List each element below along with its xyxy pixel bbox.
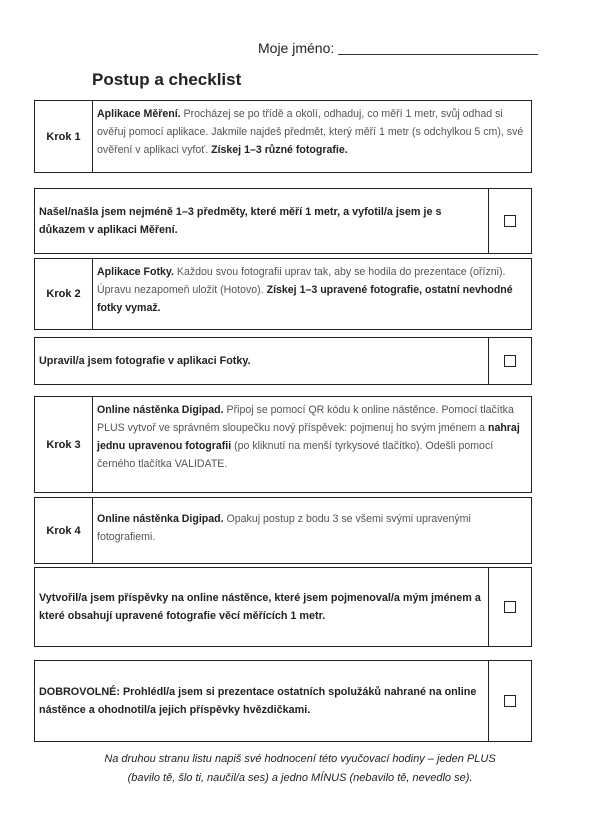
step-3-text [93, 397, 531, 492]
step-1-tail: Získej 1–3 různé fotografie. [211, 144, 348, 156]
check-1-row [34, 188, 532, 254]
check-4-cell[interactable] [488, 661, 531, 741]
check-3-cell[interactable] [488, 568, 531, 646]
step-1-heading: Aplikace Měření. [97, 108, 181, 120]
step-3-body-1: Připoj se pomocí QR kódu k online nástěnce. Pomocí tlačítka PLUS vytvoř ve správném sloupečku nový příspěvek: pojmenuj ho svým jménem a [97, 404, 514, 434]
name-field [258, 40, 538, 56]
name-blank-line[interactable] [338, 40, 538, 55]
step-4-text [93, 498, 531, 563]
step-2-label: Krok 2 [35, 259, 93, 329]
step-2-body: Každou svou fotografii uprav tak, aby se hodila do prezentace (ořízni). Úpravu nezapomeň uložit (Hotovo). [97, 266, 506, 296]
step-4-body: Opakuj postup z bodu 3 se všemi svými upravenými fotografiemi. [97, 513, 471, 543]
check-2-text: Upravil/a jsem fotografie v aplikaci Fotky. [39, 355, 251, 367]
check-2-checkbox[interactable] [504, 355, 516, 367]
check-2-cell[interactable] [488, 338, 531, 384]
step-1-text [93, 101, 531, 172]
step-2-heading: Aplikace Fotky. [97, 266, 174, 278]
step-3-label: Krok 3 [35, 397, 93, 492]
check-3-text: Vytvořil/a jsem příspěvky na online nástěnce, které jsem pojmenoval/a mým jménem a které obsahují upravené fotografie věcí měřících 1 metr. [39, 592, 481, 622]
page-title: Postup a checklist [92, 70, 242, 89]
check-4-row [34, 660, 532, 742]
step-4-heading: Online nástěnka Digipad. [97, 513, 224, 525]
check-4-text: DOBROVOLNÉ: Prohlédl/a jsem si prezentace ostatních spolužáků nahrané na online nástěnce a ohodnotil/a jejich příspěvky hvězdičkami. [39, 686, 477, 716]
check-2-row [34, 337, 532, 385]
footer-line-2: (bavilo tě, šlo ti, naučil/a ses) a jedno MÍNUS (nebavilo tě, nevedlo se). [127, 772, 473, 784]
step-1-body: Procházej se po třídě a okolí, odhaduj, co měří 1 metr, svůj odhad si ověřuj pomocí aplikace. Jakmile najdeš předmět, který měří 1 metr (s odchylkou 5 cm), své ověření v aplikaci vyfoť. [97, 108, 524, 156]
check-3-checkbox[interactable] [504, 601, 516, 613]
name-label: Moje jméno: [258, 40, 335, 56]
footer-note [30, 750, 570, 788]
step-3-body-2: (po kliknutí na menší tyrkysové tlačítko). Odešli pomocí černého tlačítka VALIDATE. [97, 440, 494, 470]
step-4-label: Krok 4 [35, 498, 93, 563]
footer-line-1: Na druhou stranu listu napiš své hodnocení této vyučovací hodiny – jeden PLUS [104, 753, 496, 765]
step-4-row [34, 497, 532, 564]
check-3-row [34, 567, 532, 647]
check-1-checkbox[interactable] [504, 215, 516, 227]
step-1-row [34, 100, 532, 173]
check-4-checkbox[interactable] [504, 695, 516, 707]
step-3-heading: Online nástěnka Digipad. [97, 404, 224, 416]
step-1-label: Krok 1 [35, 101, 93, 172]
step-2-tail: Získej 1–3 upravené fotografie, ostatní nevhodné fotky vymaž. [97, 284, 513, 314]
check-1-text: Našel/našla jsem nejméně 1–3 předměty, které měří 1 metr, a vyfotil/a jsem je s důkazem v aplikaci Měření. [39, 206, 442, 236]
step-2-row [34, 258, 532, 330]
step-3-bold-mid: nahraj jednu upravenou fotografii [97, 422, 520, 452]
step-3-row [34, 396, 532, 493]
check-1-cell[interactable] [488, 189, 531, 253]
step-2-text [93, 259, 531, 329]
